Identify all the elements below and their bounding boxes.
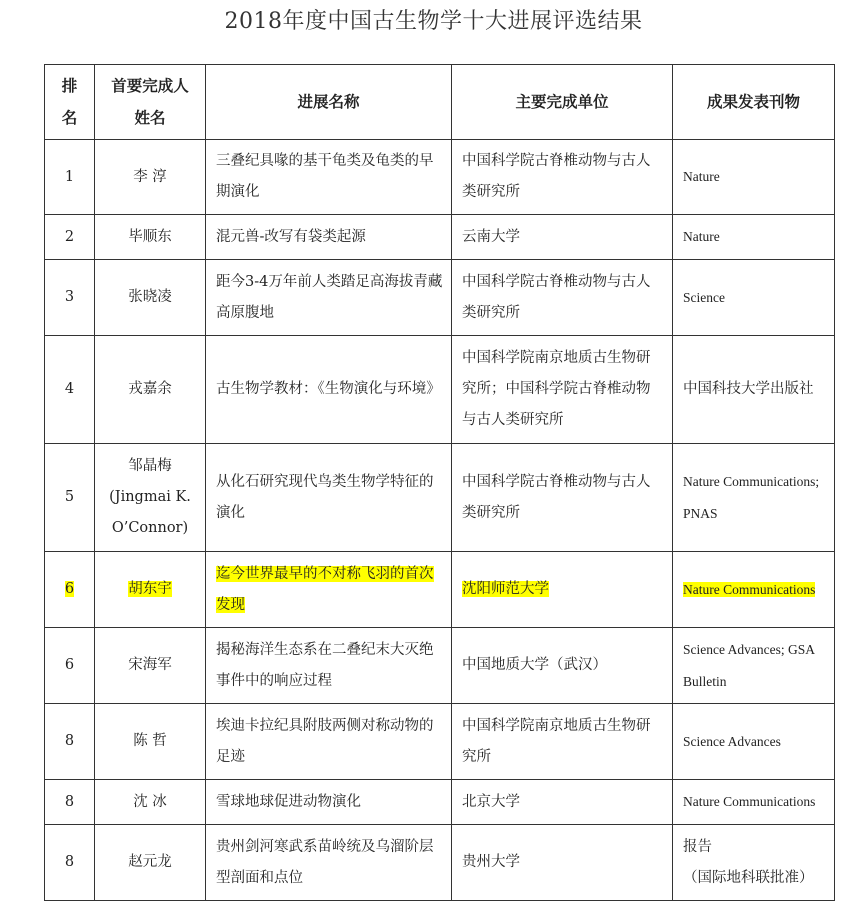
rank-cell: 4 (45, 336, 95, 444)
table-row (45, 260, 835, 336)
person-cell: 邹晶梅 (Jingmai K. O’Connor) (95, 444, 206, 552)
rank-cell: 8 (45, 780, 95, 825)
unit-cell: 中国地质大学（武汉） (452, 628, 673, 704)
header-rank: 排 名 (45, 65, 95, 140)
rank-cell: 1 (45, 140, 95, 215)
progress-cell: 贵州剑河寒武系苗岭统及乌溜阶层型剖面和点位 (206, 825, 452, 901)
journal-cell: Nature Communications; PNAS (673, 444, 835, 552)
table-row (45, 215, 835, 260)
header-journal: 成果发表刊物 (673, 65, 835, 140)
unit-cell: 中国科学院古脊椎动物与古人类研究所 (452, 140, 673, 215)
unit-cell: 中国科学院南京地质古生物研究所 (452, 704, 673, 780)
person-cell: 张晓凌 (95, 260, 206, 336)
results-table (44, 64, 835, 901)
table-row (45, 628, 835, 704)
person-cell: 胡东宇 (95, 552, 206, 628)
journal-cell: Nature Communications (673, 780, 835, 825)
progress-cell: 三叠纪具喙的基干龟类及龟类的早期演化 (206, 140, 452, 215)
rank-cell: 5 (45, 444, 95, 552)
rank-cell: 6 (45, 628, 95, 704)
journal-cell: Science Advances; GSA Bulletin (673, 628, 835, 704)
journal-cell: Nature (673, 215, 835, 260)
progress-cell: 从化石研究现代鸟类生物学特征的演化 (206, 444, 452, 552)
header-progress: 进展名称 (206, 65, 452, 140)
rank-cell: 8 (45, 704, 95, 780)
journal-cell: Science (673, 260, 835, 336)
header-unit: 主要完成单位 (452, 65, 673, 140)
rank-cell: 3 (45, 260, 95, 336)
person-cell: 李 淳 (95, 140, 206, 215)
progress-cell: 雪球地球促进动物演化 (206, 780, 452, 825)
page-title: 2018年度中国古生物学十大进展评选结果 (224, 9, 643, 34)
rank-cell: 2 (45, 215, 95, 260)
unit-cell: 贵州大学 (452, 825, 673, 901)
progress-cell: 混元兽-改写有袋类起源 (206, 215, 452, 260)
unit-cell: 北京大学 (452, 780, 673, 825)
unit-cell: 中国科学院古脊椎动物与古人类研究所 (452, 444, 673, 552)
journal-cell: Science Advances (673, 704, 835, 780)
header-person: 首要完成人 姓名 (95, 65, 206, 140)
rank-cell: 8 (45, 825, 95, 901)
table-row (45, 780, 835, 825)
person-cell: 戎嘉余 (95, 336, 206, 444)
progress-cell: 距今3-4万年前人类踏足高海拔青藏高原腹地 (206, 260, 452, 336)
table-row (45, 704, 835, 780)
rank-cell: 6 (45, 552, 95, 628)
person-cell: 赵元龙 (95, 825, 206, 901)
person-cell: 沈 冰 (95, 780, 206, 825)
table-row (45, 336, 835, 444)
person-cell: 毕顺东 (95, 215, 206, 260)
progress-cell: 古生物学教材：《生物演化与环境》 (206, 336, 452, 444)
journal-cell: Nature (673, 140, 835, 215)
table-row-highlighted (45, 552, 835, 628)
table-header-row (45, 65, 835, 140)
table-row (45, 825, 835, 901)
unit-cell: 云南大学 (452, 215, 673, 260)
person-cell: 陈 哲 (95, 704, 206, 780)
unit-cell: 沈阳师范大学 (452, 552, 673, 628)
progress-cell: 埃迪卡拉纪具附肢两侧对称动物的足迹 (206, 704, 452, 780)
progress-cell: 迄今世界最早的不对称飞羽的首次发现 (206, 552, 452, 628)
table-row (45, 140, 835, 215)
journal-cell: 中国科技大学出版社 (673, 336, 835, 444)
person-cell: 宋海军 (95, 628, 206, 704)
journal-cell: Nature Communications (673, 552, 835, 628)
journal-cell: 报告 （国际地科联批准） (673, 825, 835, 901)
unit-cell: 中国科学院南京地质古生物研究所；中国科学院古脊椎动物与古人类研究所 (452, 336, 673, 444)
unit-cell: 中国科学院古脊椎动物与古人类研究所 (452, 260, 673, 336)
progress-cell: 揭秘海洋生态系在二叠纪末大灭绝事件中的响应过程 (206, 628, 452, 704)
table-row (45, 444, 835, 552)
